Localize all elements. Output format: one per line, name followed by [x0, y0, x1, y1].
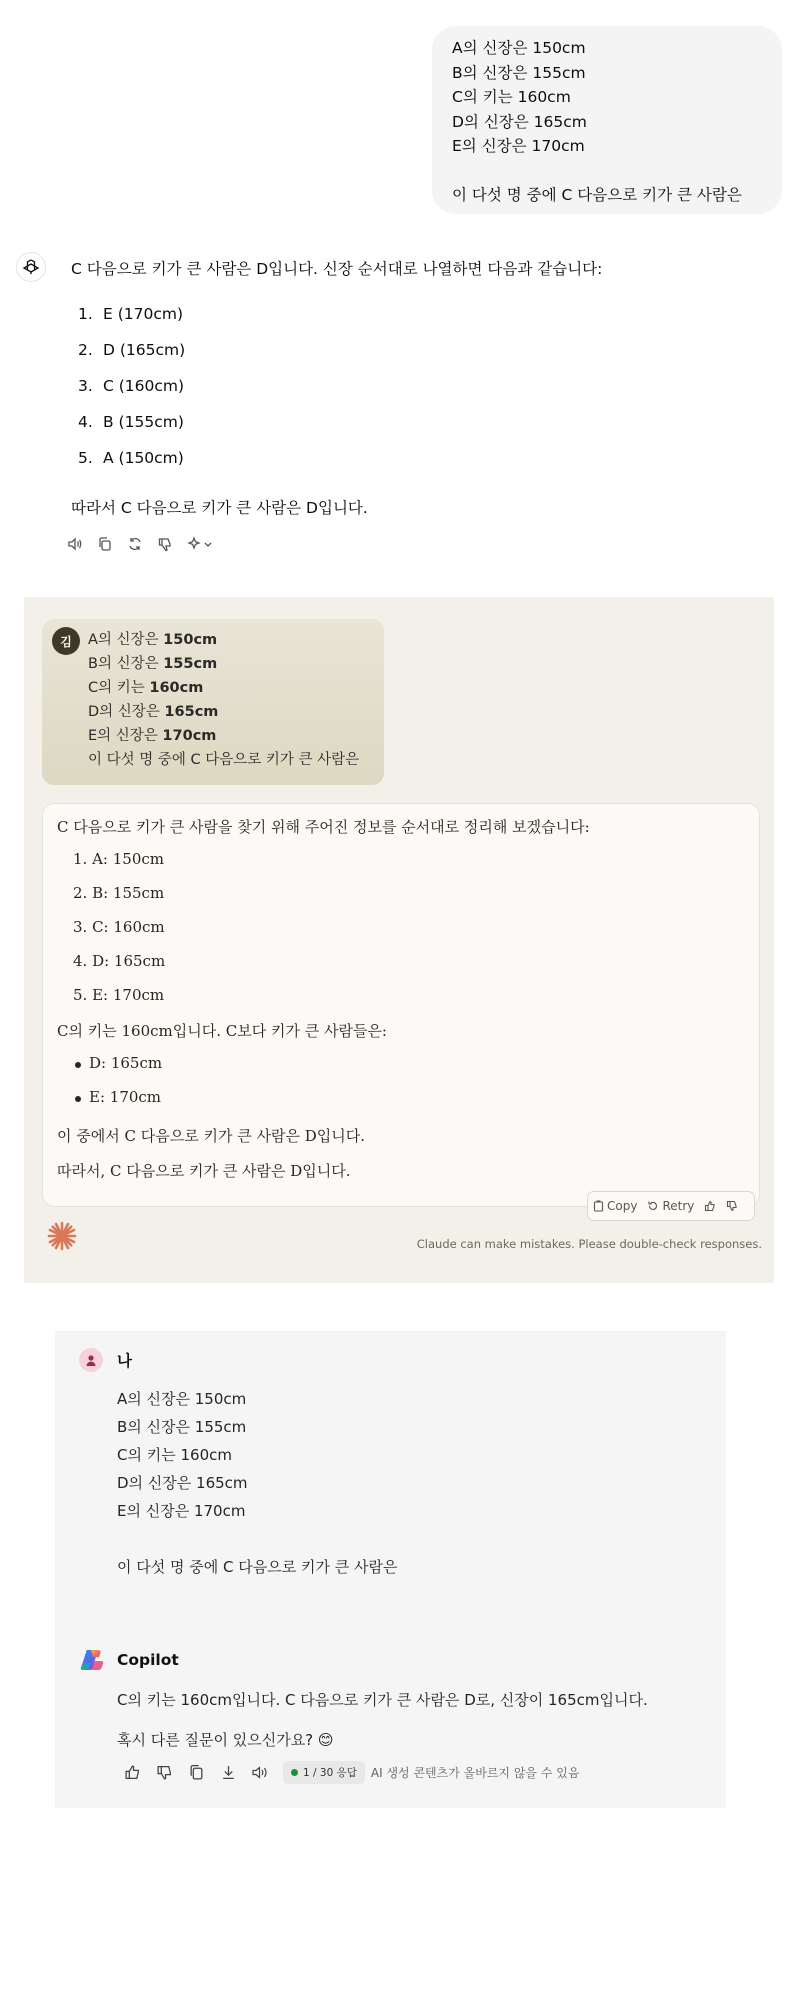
- copilot-followup: 혹시 다른 질문이 있으신가요? 😊: [117, 1731, 334, 1749]
- message-line: A의 신장은 150cm: [117, 1390, 247, 1408]
- chatgpt-logo-icon: [16, 252, 46, 282]
- line-text: 의 신장은: [97, 656, 164, 672]
- line-value: 150cm: [163, 632, 218, 648]
- message-line: 이 다섯 명 중에 C 다음으로 키가 큰 사람은: [117, 1558, 398, 1576]
- sparkle-model-icon[interactable]: [186, 535, 216, 553]
- message-line: 이 다섯 명 중에 C 다음으로 키가 큰 사람은: [88, 752, 360, 768]
- message-line: A의 신장은 150cm: [452, 39, 586, 57]
- retry-label: Retry: [662, 1199, 695, 1213]
- line-letter: E: [88, 728, 98, 744]
- line-value: 155cm: [163, 656, 218, 672]
- retry-button[interactable]: [642, 1199, 699, 1213]
- list-number: 5.: [78, 449, 93, 467]
- response-middle: C의 키는 160cm입니다. C보다 키가 큰 사람들은:: [57, 1022, 387, 1040]
- message-line: [452, 159, 762, 184]
- bullet-item: D: 165cm: [89, 1054, 163, 1072]
- response-count: 1 / 30 응답: [303, 1767, 357, 1779]
- message-line: [88, 628, 217, 649]
- list-number: 2.: [78, 341, 93, 359]
- copy-icon[interactable]: [187, 1764, 205, 1782]
- message-line: C의 키는 160cm: [452, 88, 571, 106]
- message-line: C의 키는 160cm: [117, 1446, 232, 1464]
- status-dot: [291, 1769, 298, 1776]
- copy-icon[interactable]: [96, 535, 114, 553]
- line-text: 의 신장은: [97, 728, 163, 744]
- user-name: 나: [117, 1352, 132, 1370]
- message-line: [88, 724, 216, 745]
- list-item: 3. C: 160cm: [73, 918, 165, 936]
- list-number: 1.: [78, 305, 93, 323]
- claude-starburst-icon: [46, 1220, 78, 1256]
- response-line: 따라서, C 다음으로 키가 큰 사람은 D입니다.: [57, 1162, 351, 1180]
- list-item: 2. B: 155cm: [73, 884, 165, 902]
- line-letter: C: [88, 680, 99, 696]
- bullet-item: E: 170cm: [89, 1088, 162, 1106]
- copilot-answer: C의 키는 160cm입니다. C 다음으로 키가 큰 사람은 D로, 신장이 165cm입니다.: [117, 1691, 648, 1709]
- copy-label: Copy: [607, 1199, 638, 1213]
- message-line: [88, 676, 203, 697]
- download-icon[interactable]: [219, 1764, 237, 1782]
- claude-response-card: [42, 803, 760, 1207]
- copilot-action-bar: [123, 1761, 579, 1784]
- line-text: 의 키는: [98, 680, 150, 696]
- message-line: [88, 700, 218, 721]
- regenerate-icon[interactable]: [126, 535, 144, 553]
- claude-disclaimer: Claude can make mistakes. Please double-check responses.: [416, 1237, 762, 1251]
- message-line: E의 신장은 170cm: [452, 137, 585, 155]
- chatgpt-user-message: [432, 26, 782, 214]
- message-line: B의 신장은 155cm: [452, 63, 586, 82]
- message-line: [88, 652, 217, 673]
- list-item: [78, 449, 184, 467]
- speaker-icon[interactable]: [66, 535, 84, 553]
- claude-user-message: [42, 619, 384, 785]
- response-line: 이 중에서 C 다음으로 키가 큰 사람은 D입니다.: [57, 1127, 365, 1145]
- line-letter: D: [88, 704, 100, 720]
- copilot-name: Copilot: [117, 1651, 179, 1669]
- speaker-icon[interactable]: [251, 1764, 269, 1782]
- ai-disclaimer: AI 생성 콘텐츠가 올바르지 않을 수 있음: [370, 1766, 580, 1780]
- list-item: [78, 413, 184, 431]
- list-item: [78, 341, 185, 359]
- list-text: E (170cm): [103, 305, 184, 323]
- list-item: [78, 377, 184, 395]
- line-letter: A: [88, 632, 98, 648]
- list-text: B (155cm): [103, 413, 184, 431]
- chatgpt-intro: C 다음으로 키가 큰 사람은 D입니다. 신장 순서대로 나열하면 다음과 같습니다:: [71, 260, 603, 278]
- thumbs-up-icon[interactable]: [123, 1764, 141, 1782]
- list-text: C (160cm): [103, 377, 185, 395]
- response-count-badge: [283, 1761, 365, 1784]
- line-value: 165cm: [164, 704, 219, 720]
- response-intro: C 다음으로 키가 큰 사람을 찾기 위해 주어진 정보를 순서대로 정리해 보겠습니다:: [57, 818, 590, 836]
- claude-conversation: [24, 597, 774, 1283]
- thumbs-down-icon[interactable]: [155, 1764, 173, 1782]
- line-value: 170cm: [162, 728, 217, 744]
- thumbs-down-icon[interactable]: [721, 1200, 743, 1212]
- thumbs-down-icon[interactable]: [156, 535, 174, 553]
- thumbs-up-icon[interactable]: [699, 1200, 721, 1212]
- list-number: 4.: [78, 413, 93, 431]
- list-item: 1. A: 150cm: [73, 850, 164, 868]
- avatar: 김: [52, 627, 80, 655]
- copy-button[interactable]: [588, 1199, 642, 1213]
- bullet-dot: [75, 1096, 81, 1102]
- list-item: 4. D: 165cm: [73, 952, 166, 970]
- message-line: 이 다섯 명 중에 C 다음으로 키가 큰 사람은: [452, 186, 742, 204]
- message-line: E의 신장은 170cm: [117, 1502, 246, 1520]
- line-letter: B: [88, 656, 98, 672]
- message-line: B의 신장은 155cm: [117, 1418, 247, 1436]
- list-number: 3.: [78, 377, 93, 395]
- list-text: D (165cm): [103, 341, 186, 359]
- copilot-conversation: [55, 1331, 726, 1808]
- copilot-logo-icon: [79, 1647, 105, 1677]
- line-value: 160cm: [149, 680, 204, 696]
- message-line: D의 신장은 165cm: [117, 1474, 248, 1492]
- user-avatar-icon: [79, 1348, 103, 1372]
- chatgpt-conclusion: 따라서 C 다음으로 키가 큰 사람은 D입니다.: [71, 499, 368, 517]
- chatgpt-action-bar: [66, 535, 216, 553]
- bullet-dot: [75, 1062, 81, 1068]
- claude-action-bar: [587, 1191, 755, 1221]
- list-text: A (150cm): [103, 449, 184, 467]
- message-line: D의 신장은 165cm: [452, 112, 587, 131]
- line-text: 의 신장은: [99, 704, 165, 720]
- list-item: [78, 305, 183, 323]
- line-text: 의 신장은: [97, 632, 164, 648]
- list-item: 5. E: 170cm: [73, 986, 165, 1004]
